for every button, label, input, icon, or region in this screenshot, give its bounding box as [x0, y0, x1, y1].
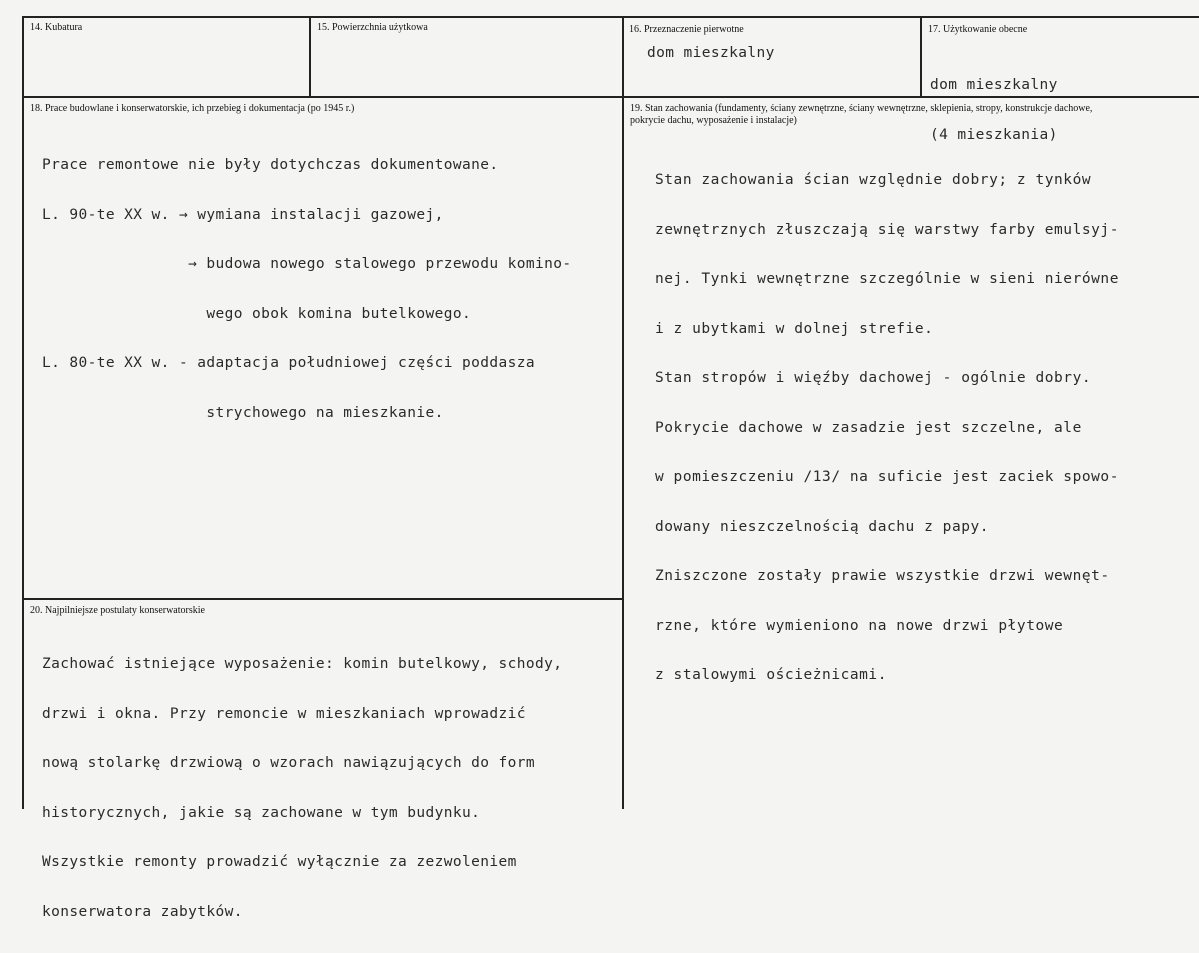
field-19-line: Pokrycie dachowe w zasadzie jest szczelne, ale	[655, 419, 1082, 436]
field-20-line: drzwi i okna. Przy remoncie w mieszkaniach wprowadzić	[42, 705, 526, 722]
field-18-line: strychowego na mieszkanie.	[42, 404, 444, 421]
field-17-line: (4 mieszkania)	[930, 126, 1058, 143]
field-20-line: konserwatora zabytków.	[42, 903, 243, 920]
col-divider-main	[622, 16, 624, 809]
field-19-line: i z ubytkami w dolnej strefie.	[655, 320, 934, 337]
field-18-text	[42, 124, 572, 454]
field-20-line: historycznych, jakie są zachowane w tym budynku.	[42, 804, 481, 821]
field-20-label: 20. Najpilniejsze postulaty konserwatorskie	[30, 605, 205, 616]
field-16-value: dom mieszkalny	[647, 45, 775, 61]
row-divider-2	[22, 598, 624, 600]
field-19-line: w pomieszczeniu /13/ na suficie jest zaciek spowo-	[655, 469, 1119, 485]
field-19-label-line: pokrycie dachu, wyposażenie i instalacje)	[630, 115, 797, 126]
field-18-label: 18. Prace budowlane i konserwatorskie, ich przebieg i dokumentacja (po 1945 r.)	[30, 103, 355, 114]
col-divider-14-15	[309, 16, 311, 98]
field-18-line: wego obok komina butelkowego.	[42, 305, 472, 322]
field-20-line: Zachować istniejące wyposażenie: komin butelkowy, schody,	[42, 656, 563, 672]
field-19-line: zewnętrznych złuszczają się warstwy farby emulsyj-	[655, 221, 1119, 238]
field-19-line: dowany nieszczelnością dachu z papy.	[655, 518, 990, 535]
left-rule	[22, 16, 24, 809]
field-19-line: Zniszczone zostały prawie wszystkie drzwi wewnęt-	[655, 568, 1110, 584]
field-19-label-line: 19. Stan zachowania (fundamenty, ściany zewnętrzne, ściany wewnętrzne, sklepienia, stropy, konstrukcje dachowe,	[630, 103, 1093, 114]
field-19-label	[630, 103, 1092, 127]
field-18-line: → budowa nowego stalowego przewodu komino-	[42, 256, 572, 272]
field-18-line: Prace remontowe nie były dotychczas dokumentowane.	[42, 157, 499, 173]
field-15-label: 15. Powierzchnia użytkowa	[317, 22, 428, 33]
top-rule	[22, 16, 1199, 18]
field-14-label: 14. Kubatura	[30, 22, 83, 33]
field-16-label: 16. Przeznaczenie pierwotne	[629, 24, 744, 35]
field-19-line: nej. Tynki wewnętrzne szczególnie w sieni nierówne	[655, 271, 1119, 287]
field-19-text	[655, 139, 1119, 717]
field-19-line: rzne, które wymieniono na nowe drzwi płytowe	[655, 617, 1064, 634]
field-19-line: z stalowymi ościeżnicami.	[655, 667, 887, 683]
field-20-text	[42, 623, 562, 953]
field-18-line: L. 90-te XX w. → wymiana instalacji gazowej,	[42, 206, 444, 223]
field-20-line: nową stolarkę drzwiową o wzorach nawiązujących do form	[42, 755, 536, 771]
field-19-line: Stan stropów i więźby dachowej - ogólnie dobry.	[655, 370, 1092, 386]
field-19-line: Stan zachowania ścian względnie dobry; z tynków	[655, 172, 1092, 188]
field-20-line: Wszystkie remonty prowadzić wyłącznie za zezwoleniem	[42, 854, 517, 870]
field-18-line: L. 80-te XX w. - adaptacja południowej części poddasza	[42, 355, 536, 371]
field-17-line: dom mieszkalny	[930, 77, 1058, 93]
col-divider-16-17	[920, 16, 922, 98]
field-17-label: 17. Użytkowanie obecne	[928, 24, 1028, 35]
